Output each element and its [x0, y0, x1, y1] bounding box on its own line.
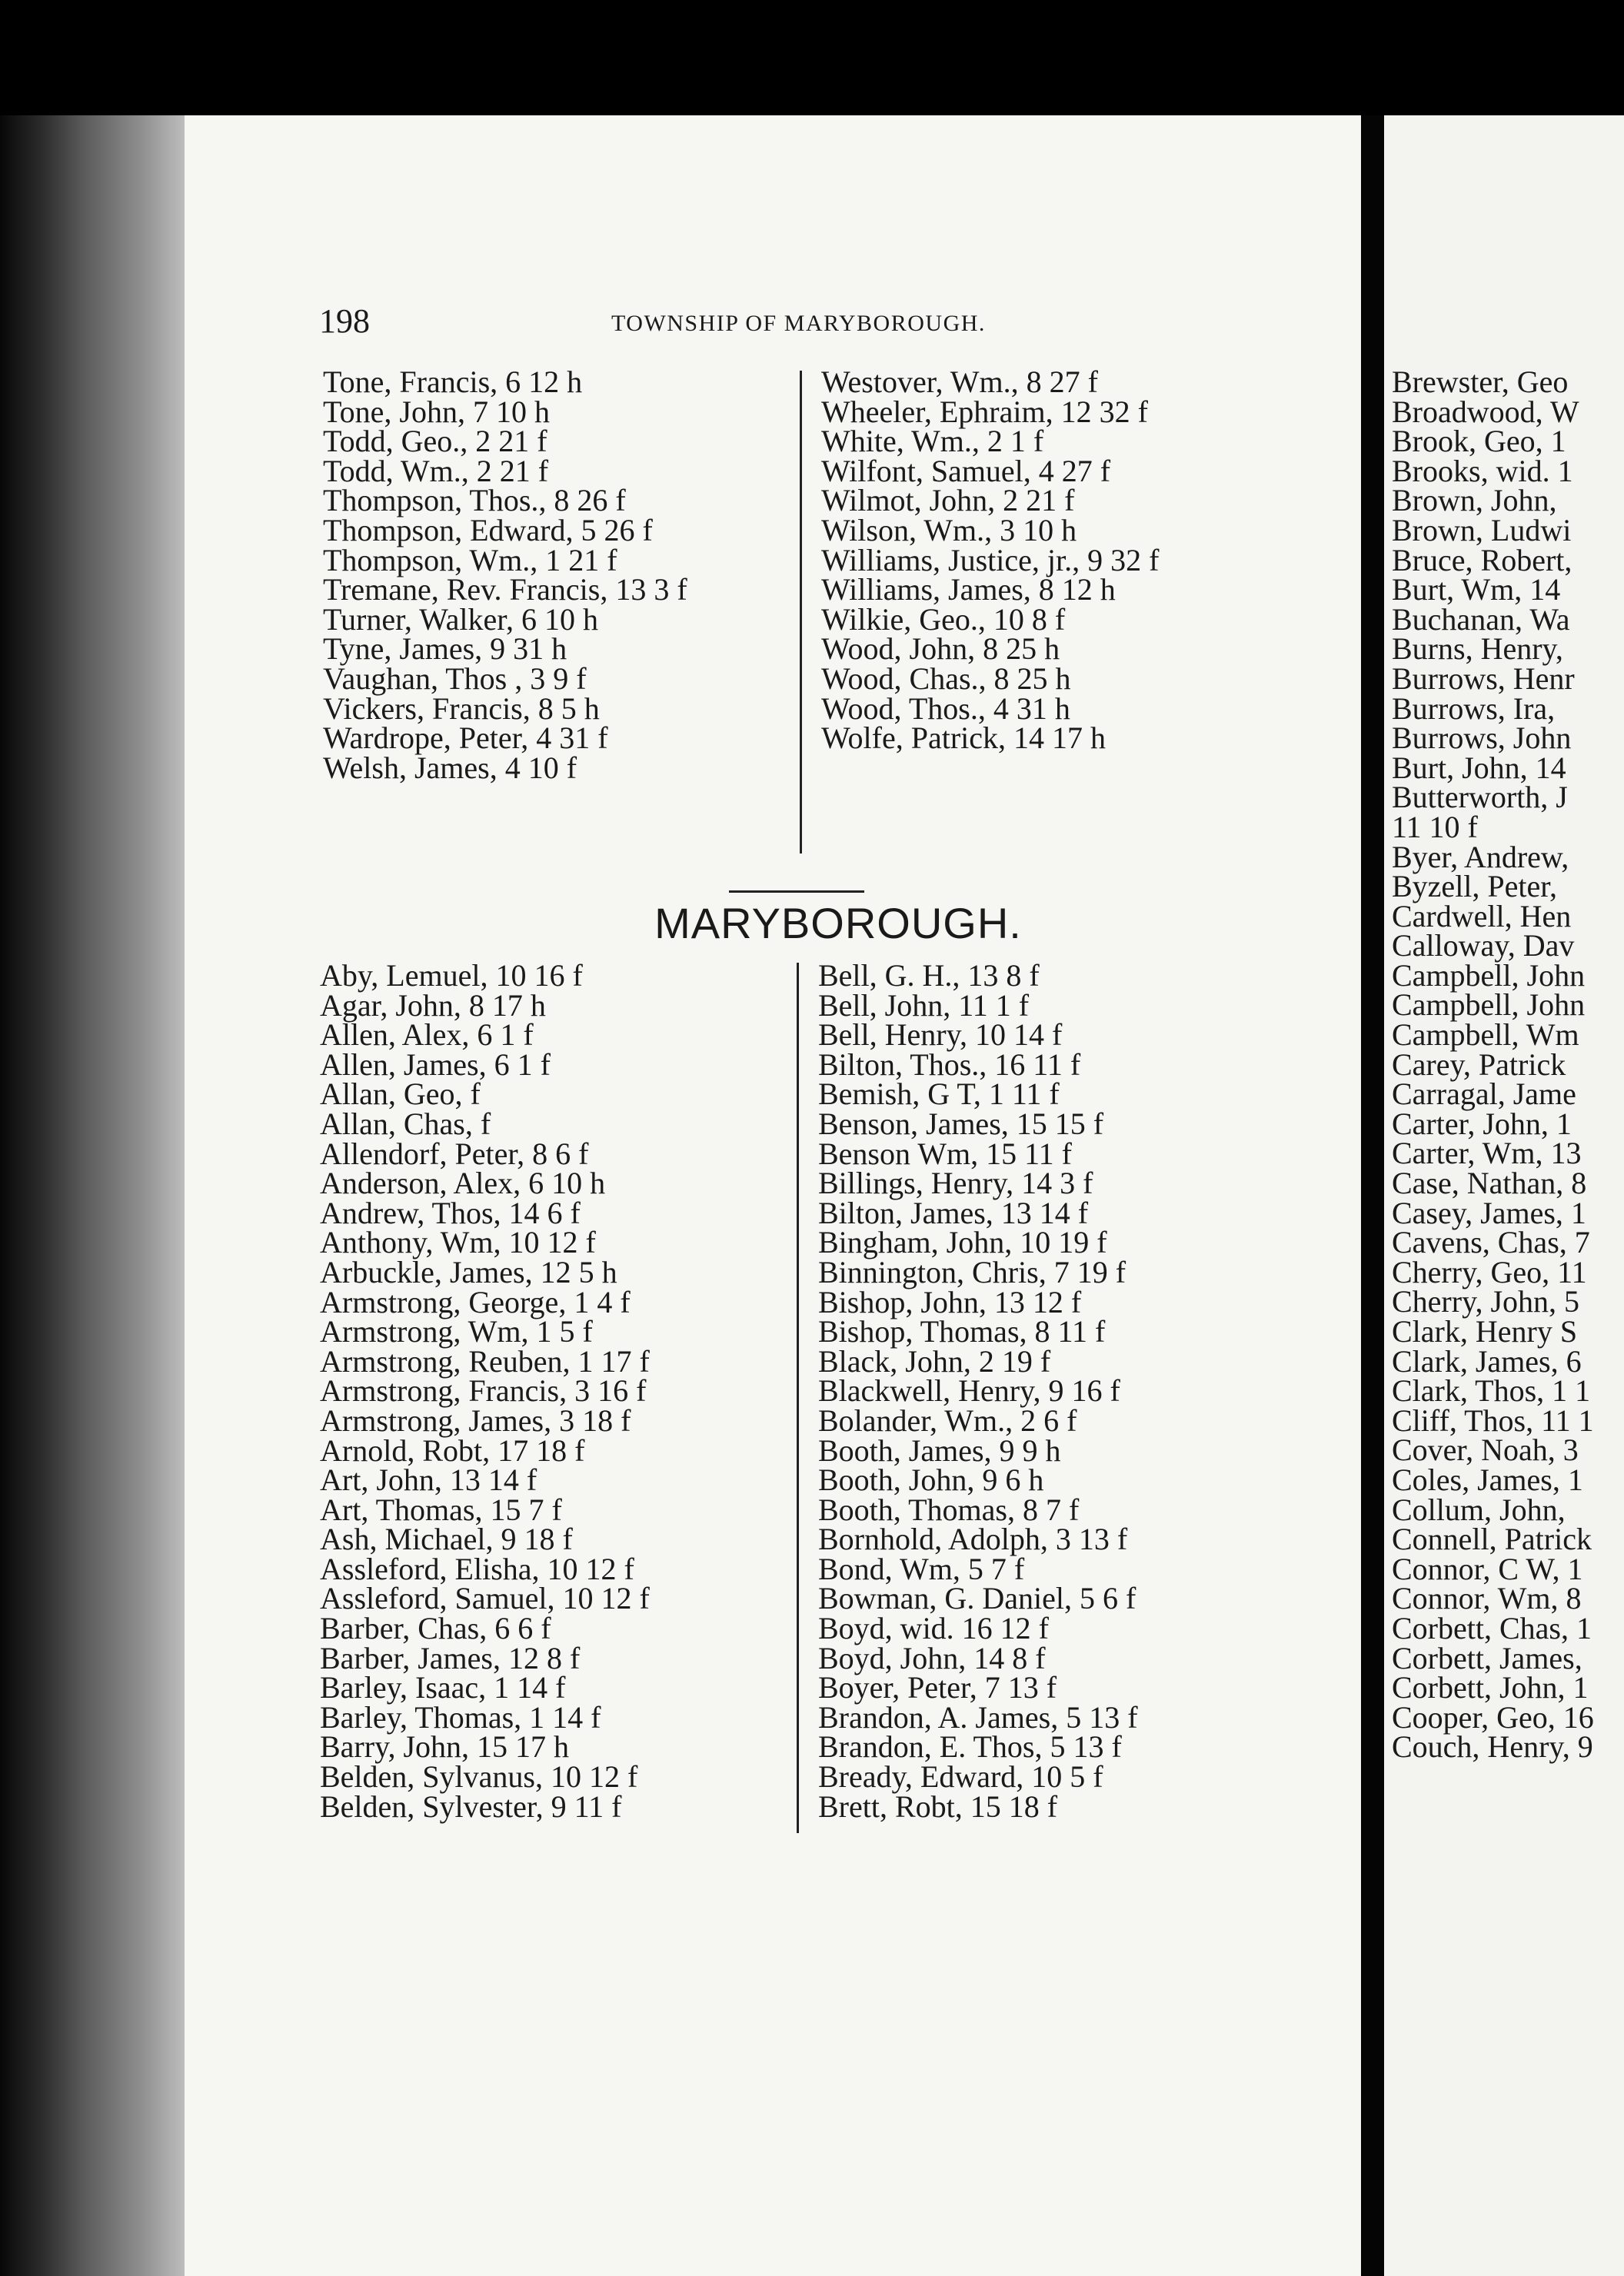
top-left-column — [323, 364, 687, 785]
directory-entry: Cherry, Geo, 11 — [1392, 1254, 1587, 1289]
directory-entry: Armstrong, Wm, 1 5 f — [320, 1314, 593, 1349]
directory-entry: Thompson, Edward, 5 26 f — [323, 512, 653, 547]
directory-entry: Art, Thomas, 15 7 f — [320, 1492, 562, 1527]
section-heading: MARYBOROUGH. — [654, 899, 1022, 947]
directory-entry: Wheeler, Ephraim, 12 32 f — [821, 394, 1148, 429]
directory-entry: Casey, James, 1 — [1392, 1195, 1586, 1230]
section-right-column — [818, 958, 1138, 1824]
directory-entry: Benson Wm, 15 11 f — [818, 1136, 1072, 1171]
directory-entry: Williams, Justice, jr., 9 32 f — [821, 542, 1160, 577]
page-gutter — [1361, 115, 1384, 2276]
directory-entry: Bilton, James, 13 14 f — [818, 1195, 1089, 1230]
directory-entry: Clark, James, 6 — [1392, 1343, 1582, 1379]
directory-entry: Armstrong, Reuben, 1 17 f — [320, 1343, 650, 1379]
directory-entry: Vickers, Francis, 8 5 h — [323, 690, 600, 726]
directory-entry: Barley, Isaac, 1 14 f — [320, 1670, 566, 1705]
directory-entry: Ash, Michael, 9 18 f — [320, 1522, 573, 1557]
directory-entry: Armstrong, James, 3 18 f — [320, 1403, 631, 1438]
directory-entry: 11 10 f — [1392, 809, 1478, 844]
directory-entry: Cliff, Thos, 11 1 — [1392, 1403, 1594, 1438]
page-number: 198 — [319, 302, 370, 340]
directory-entry: Assleford, Samuel, 10 12 f — [320, 1581, 650, 1616]
directory-entry: Corbett, Chas, 1 — [1392, 1610, 1592, 1645]
directory-entry: Cherry, John, 5 — [1392, 1284, 1580, 1319]
top-right-column — [821, 364, 1160, 756]
directory-entry: Booth, Thomas, 8 7 f — [818, 1492, 1080, 1527]
directory-entry: Bolander, Wm., 2 6 f — [818, 1403, 1077, 1438]
directory-entry: Allen, James, 6 1 f — [320, 1046, 551, 1082]
directory-entry: Bemish, G T, 1 11 f — [818, 1076, 1060, 1112]
directory-entry: Billings, Henry, 14 3 f — [818, 1166, 1093, 1201]
book-binding-edge — [0, 115, 185, 2276]
directory-entry: Wolfe, Patrick, 14 17 h — [821, 720, 1107, 756]
directory-entry: Broadwood, W — [1392, 394, 1579, 429]
directory-entry: Byer, Andrew, — [1392, 839, 1569, 874]
directory-entry: Carragal, Jame — [1392, 1076, 1576, 1112]
directory-entry: Benson, James, 15 15 f — [818, 1106, 1104, 1141]
directory-entry: Brooks, wid. 1 — [1392, 453, 1573, 488]
directory-entry: Bond, Wm, 5 7 f — [818, 1551, 1025, 1586]
directory-entry: Todd, Wm., 2 21 f — [323, 453, 549, 488]
directory-entry: Bell, Henry, 10 14 f — [818, 1017, 1063, 1053]
directory-entry: Armstrong, George, 1 4 f — [320, 1284, 631, 1319]
directory-entry: Arnold, Robt, 17 18 f — [320, 1432, 585, 1468]
directory-entry: Brewster, Geo — [1392, 364, 1569, 399]
directory-entry: Brook, Geo, 1 — [1392, 424, 1566, 459]
directory-entry: Cover, Noah, 3 — [1392, 1432, 1579, 1468]
directory-entry: Arbuckle, James, 12 5 h — [320, 1254, 617, 1289]
directory-entry: Agar, John, 8 17 h — [320, 987, 546, 1023]
directory-entry: Byzell, Peter, — [1392, 869, 1557, 904]
directory-entry: Butterworth, J — [1392, 780, 1568, 815]
section-left-column — [320, 958, 650, 1824]
directory-entry: Bruce, Robert, — [1392, 542, 1572, 577]
directory-entry: Corbett, John, 1 — [1392, 1670, 1589, 1705]
directory-entry: Wood, John, 8 25 h — [821, 631, 1060, 667]
directory-entry: Burrows, John — [1392, 720, 1572, 756]
running-head: TOWNSHIP OF MARYBOROUGH. — [611, 311, 986, 336]
directory-entry: Vaughan, Thos , 3 9 f — [323, 661, 587, 696]
directory-entry: Carey, Patrick — [1392, 1046, 1566, 1082]
directory-entry: Bingham, John, 10 19 f — [818, 1225, 1107, 1260]
directory-entry: Campbell, John — [1392, 957, 1586, 993]
directory-entry: Art, John, 13 14 f — [320, 1462, 537, 1498]
directory-entry: Bready, Edward, 10 5 f — [818, 1759, 1103, 1795]
directory-entry: Thompson, Thos., 8 26 f — [323, 483, 626, 518]
directory-entry: Tremane, Rev. Francis, 13 3 f — [323, 572, 687, 607]
directory-entry: Barber, James, 12 8 f — [320, 1640, 581, 1675]
directory-entry: Wilmot, John, 2 21 f — [821, 483, 1075, 518]
directory-entry: Thompson, Wm., 1 21 f — [323, 542, 617, 577]
directory-entry: Burns, Henry, — [1392, 631, 1563, 667]
directory-entry: Buchanan, Wa — [1392, 601, 1570, 637]
directory-entry: Wood, Chas., 8 25 h — [821, 661, 1071, 696]
directory-entry: Brandon, E. Thos, 5 13 f — [818, 1729, 1122, 1765]
directory-entry: Carter, Wm, 13 — [1392, 1136, 1582, 1171]
directory-entry: Wilson, Wm., 3 10 h — [821, 512, 1077, 547]
directory-entry: Bishop, Thomas, 8 11 f — [818, 1314, 1106, 1349]
directory-entry: Barry, John, 15 17 h — [320, 1729, 570, 1765]
directory-entry: Carter, John, 1 — [1392, 1106, 1572, 1141]
directory-entry: Connor, Wm, 8 — [1392, 1581, 1582, 1616]
directory-entry: Barber, Chas, 6 6 f — [320, 1611, 551, 1646]
directory-entry: Boyd, John, 14 8 f — [818, 1640, 1046, 1675]
directory-entry: Allan, Chas, f — [320, 1106, 491, 1141]
directory-entry: Brandon, A. James, 5 13 f — [818, 1699, 1138, 1735]
directory-entry: Bilton, Thos., 16 11 f — [818, 1046, 1081, 1082]
directory-entry: Belden, Sylvanus, 10 12 f — [320, 1759, 638, 1795]
directory-entry: Bishop, John, 13 12 f — [818, 1284, 1082, 1319]
column-divider — [800, 371, 802, 854]
directory-entry: Blackwell, Henry, 9 16 f — [818, 1373, 1120, 1409]
directory-entry: Assleford, Elisha, 10 12 f — [320, 1551, 634, 1586]
directory-entry: Tyne, James, 9 31 h — [323, 631, 567, 667]
directory-entry: Bell, G. H., 13 8 f — [818, 958, 1040, 993]
directory-entry: Clark, Thos, 1 1 — [1392, 1373, 1591, 1409]
next-page-fragment — [1384, 115, 1624, 2276]
directory-entry: Williams, James, 8 12 h — [821, 572, 1116, 607]
directory-entry: Calloway, Dav — [1392, 928, 1575, 963]
directory-entry: Coles, James, 1 — [1392, 1462, 1583, 1497]
directory-entry: Wood, Thos., 4 31 h — [821, 690, 1070, 726]
directory-entry: Binnington, Chris, 7 19 f — [818, 1254, 1126, 1289]
directory-entry: Wilfont, Samuel, 4 27 f — [821, 453, 1111, 488]
directory-entry: Todd, Geo., 2 21 f — [323, 424, 547, 459]
page-header — [319, 301, 1165, 343]
directory-entry: Anderson, Alex, 6 10 h — [320, 1166, 606, 1201]
directory-entry: Burt, John, 14 — [1392, 750, 1566, 785]
directory-entry: Case, Nathan, 8 — [1392, 1166, 1587, 1201]
directory-entry: Bell, John, 11 1 f — [818, 987, 1030, 1023]
directory-entry: Couch, Henry, 9 — [1392, 1729, 1593, 1765]
directory-entry: Bornhold, Adolph, 3 13 f — [818, 1522, 1128, 1557]
directory-entry: Brett, Robt, 15 18 f — [818, 1789, 1058, 1824]
directory-entry: White, Wm., 2 1 f — [821, 424, 1044, 459]
section-separator-rule — [729, 890, 864, 893]
directory-entry: Belden, Sylvester, 9 11 f — [320, 1789, 622, 1824]
directory-entry: Collum, John, — [1392, 1492, 1566, 1527]
directory-entry: Burrows, Henr — [1392, 661, 1575, 696]
directory-entry: Turner, Walker, 6 10 h — [323, 601, 598, 637]
directory-entry: Cardwell, Hen — [1392, 898, 1572, 933]
directory-entry: Campbell, Wm — [1392, 1017, 1579, 1053]
directory-entry: Andrew, Thos, 14 6 f — [320, 1195, 581, 1230]
directory-entry: Barley, Thomas, 1 14 f — [320, 1699, 601, 1735]
directory-entry: Wardrope, Peter, 4 31 f — [323, 720, 608, 756]
directory-entry: Tone, Francis, 6 12 h — [323, 364, 583, 399]
directory-entry: Welsh, James, 4 10 f — [323, 750, 577, 785]
directory-entry: Aby, Lemuel, 10 16 f — [320, 958, 583, 993]
directory-entry: Armstrong, Francis, 3 16 f — [320, 1373, 647, 1409]
directory-entry: Tone, John, 7 10 h — [323, 394, 550, 429]
directory-entry: Boyer, Peter, 7 13 f — [818, 1670, 1057, 1705]
directory-entry: Burt, Wm, 14 — [1392, 572, 1561, 607]
directory-entry: Booth, John, 9 6 h — [818, 1462, 1044, 1498]
directory-entry: Black, John, 2 19 f — [818, 1343, 1051, 1379]
directory-entry: Boyd, wid. 16 12 f — [818, 1611, 1049, 1646]
directory-entry: Burrows, Ira, — [1392, 690, 1556, 726]
directory-entry: Allen, Alex, 6 1 f — [320, 1017, 534, 1053]
directory-entry: Wilkie, Geo., 10 8 f — [821, 601, 1066, 637]
directory-entry: Connell, Patrick — [1392, 1522, 1592, 1557]
directory-entry: Allan, Geo, f — [320, 1076, 481, 1112]
directory-entry: Westover, Wm., 8 27 f — [821, 364, 1098, 399]
directory-entry: Cooper, Geo, 16 — [1392, 1699, 1594, 1735]
directory-entry: Bowman, G. Daniel, 5 6 f — [818, 1581, 1136, 1616]
column-divider — [797, 963, 799, 1833]
directory-entry: Connor, C W, 1 — [1392, 1551, 1583, 1586]
directory-entry: Campbell, John — [1392, 987, 1586, 1023]
directory-entry: Cavens, Chas, 7 — [1392, 1225, 1590, 1260]
directory-entry: Allendorf, Peter, 8 6 f — [320, 1136, 589, 1171]
directory-entry: Brown, Ludwi — [1392, 512, 1572, 547]
directory-entry: Clark, Henry S — [1392, 1314, 1578, 1349]
directory-entry: Booth, James, 9 9 h — [818, 1432, 1061, 1468]
directory-entry: Anthony, Wm, 10 12 f — [320, 1225, 596, 1260]
next-page-column — [1392, 364, 1594, 1765]
directory-entry: Brown, John, — [1392, 483, 1557, 518]
directory-entry: Corbett, James, — [1392, 1640, 1582, 1675]
